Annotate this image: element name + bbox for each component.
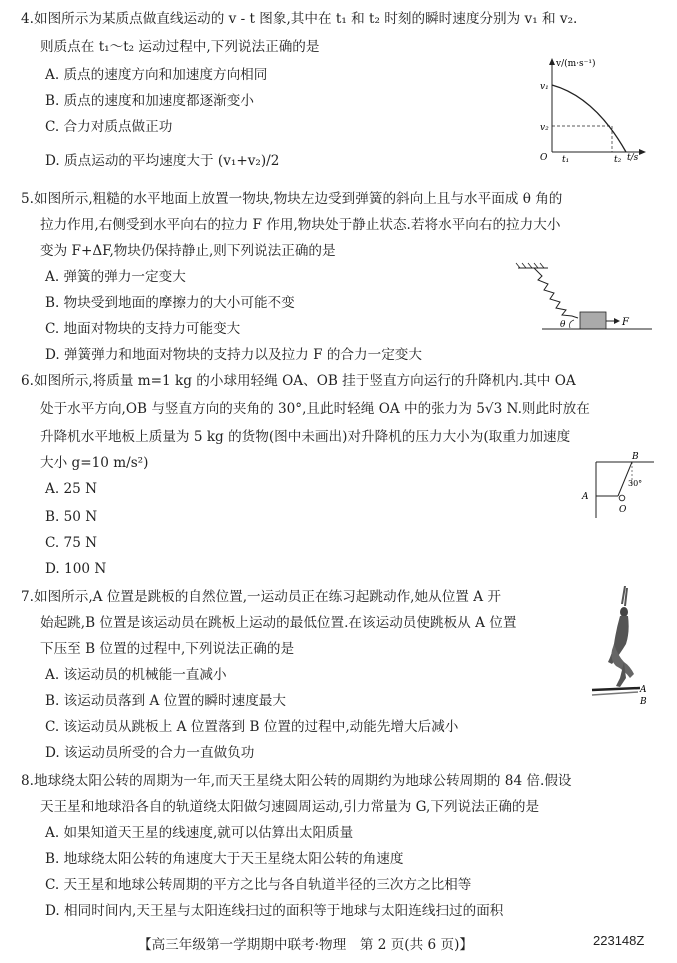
footer-exam-title: 【高三年级第一学期期中联考·物理 第 2 页(共 6 页)】 bbox=[138, 937, 473, 953]
q5-stem-line-2: 拉力作用,右侧受到水平向右的拉力 F 作用,物块处于静止状态.若将水平向右的拉力大小 bbox=[40, 217, 561, 233]
q4-option-a: A. 质点的速度方向和加速度方向相同 bbox=[45, 67, 268, 83]
q6-figure-a: A bbox=[582, 492, 589, 502]
q4-stem-line-2: 则质点在 t₁～t₂ 运动过程中,下列说法正确的是 bbox=[40, 39, 320, 55]
q4-graph-t1: t₁ bbox=[562, 155, 570, 165]
q4-graph-xlabel: t/s bbox=[627, 153, 639, 163]
q7-option-a: A. 该运动员的机械能一直减小 bbox=[45, 667, 227, 683]
q6-option-c: C. 75 N bbox=[45, 535, 98, 551]
q5-figure-theta: θ bbox=[560, 320, 566, 330]
q4-stem-line-1: 4.如图所示为某质点做直线运动的 v - t 图象,其中在 t₁ 和 t₂ 时刻的瞬时速度分别为 v₁ 和 v₂. bbox=[21, 11, 578, 27]
q5-figure-force-f: F bbox=[622, 317, 629, 328]
q5-option-d: D. 弹簧弹力和地面对物块的支持力以及拉力 F 的合力一定变大 bbox=[45, 347, 422, 363]
q7-figure-b: B bbox=[640, 697, 647, 707]
q7-stem-line-2: 始起跳,B 位置是该运动员在跳板上运动的最低位置.在该运动员使跳板从 A 位置 bbox=[40, 615, 517, 631]
q6-stem-line-2: 处于水平方向,OB 与竖直方向的夹角的 30°,且此时轻绳 OA 中的张力为 5√3 N.则此时放在 bbox=[40, 401, 590, 417]
q8-option-c: C. 天王星和地球公转周期的平方之比与各自轨道半径的三次方之比相等 bbox=[45, 877, 472, 893]
q7-option-c: C. 该运动员从跳板上 A 位置落到 B 位置的过程中,动能先增大后减小 bbox=[45, 719, 459, 735]
q6-stem-line-3: 升降机水平地板上质量为 5 kg 的货物(图中未画出)对升降机的压力大小为(取重力加速度 bbox=[40, 429, 571, 445]
q7-figure-a: A bbox=[640, 685, 647, 695]
q5-option-c: C. 地面对物块的支持力可能变大 bbox=[45, 321, 241, 337]
q5-option-a: A. 弹簧的弹力一定变大 bbox=[45, 269, 186, 285]
q4-graph-v1: v₁ bbox=[540, 82, 549, 92]
q8-stem-line-1: 8.地球绕太阳公转的周期为一年,而天王星绕太阳公转的周期约为地球公转周期的 84 倍.假设 bbox=[21, 773, 572, 789]
q8-stem-line-2: 天王星和地球沿各自的轨道绕太阳做匀速圆周运动,引力常量为 G,下列说法正确的是 bbox=[40, 799, 540, 815]
q4-graph-origin: O bbox=[540, 153, 548, 163]
q6-stem-line-4: 大小 g=10 m/s²) bbox=[40, 455, 149, 471]
q8-option-b: B. 地球绕太阳公转的角速度大于天王星绕太阳公转的角速度 bbox=[45, 851, 404, 867]
q4-option-b: B. 质点的速度和加速度都逐渐变小 bbox=[45, 93, 254, 109]
q4-vt-graph bbox=[530, 52, 650, 167]
q4-graph-v2: v₂ bbox=[540, 123, 549, 133]
q4-option-c: C. 合力对质点做正功 bbox=[45, 119, 173, 135]
q8-option-a: A. 如果知道天王星的线速度,就可以估算出太阳质量 bbox=[45, 825, 354, 841]
q6-figure-angle: 30° bbox=[628, 479, 643, 488]
q6-option-a: A. 25 N bbox=[45, 481, 97, 497]
q6-figure-o: O bbox=[619, 505, 627, 515]
q7-stem-line-3: 下压至 B 位置的过程中,下列说法正确的是 bbox=[40, 641, 295, 657]
q7-option-b: B. 该运动员落到 A 位置的瞬时速度最大 bbox=[45, 693, 286, 709]
q8-option-d: D. 相同时间内,天王星与太阳连线扫过的面积等于地球与太阳连线扫过的面积 bbox=[45, 903, 504, 919]
q6-option-b: B. 50 N bbox=[45, 509, 98, 525]
q6-figure-b: B bbox=[632, 452, 639, 462]
q7-option-d: D. 该运动员所受的合力一直做负功 bbox=[45, 745, 255, 761]
q6-stem-line-1: 6.如图所示,将质量 m=1 kg 的小球用轻绳 OA、OB 挂于竖直方向运行的升降机内.其中 OA bbox=[21, 373, 576, 389]
q5-spring-block-figure bbox=[512, 260, 662, 340]
q5-stem-line-1: 5.如图所示,粗糙的水平地面上放置一物块,物块左边受到弹簧的斜向上且与水平面成 θ 角的 bbox=[21, 191, 563, 207]
q5-option-b: B. 物块受到地面的摩擦力的大小可能不变 bbox=[45, 295, 295, 311]
q4-graph-ylabel: v/(m·s⁻¹) bbox=[556, 59, 596, 69]
q7-stem-line-1: 7.如图所示,A 位置是跳板的自然位置,一运动员正在练习起跳动作,她从位置 A 开 bbox=[21, 589, 501, 605]
footer-code: 223148Z bbox=[593, 933, 645, 948]
q5-stem-line-3: 变为 F+ΔF,物块仍保持静止,则下列说法正确的是 bbox=[40, 243, 336, 259]
q6-option-d: D. 100 N bbox=[45, 561, 107, 577]
q6-elevator-figure bbox=[576, 450, 656, 520]
page-footer bbox=[0, 933, 677, 955]
q4-option-d: D. 质点运动的平均速度大于 (v₁+v₂)/2 bbox=[45, 153, 280, 169]
q4-graph-t2: t₂ bbox=[614, 155, 622, 165]
q7-diver-figure bbox=[590, 582, 660, 710]
